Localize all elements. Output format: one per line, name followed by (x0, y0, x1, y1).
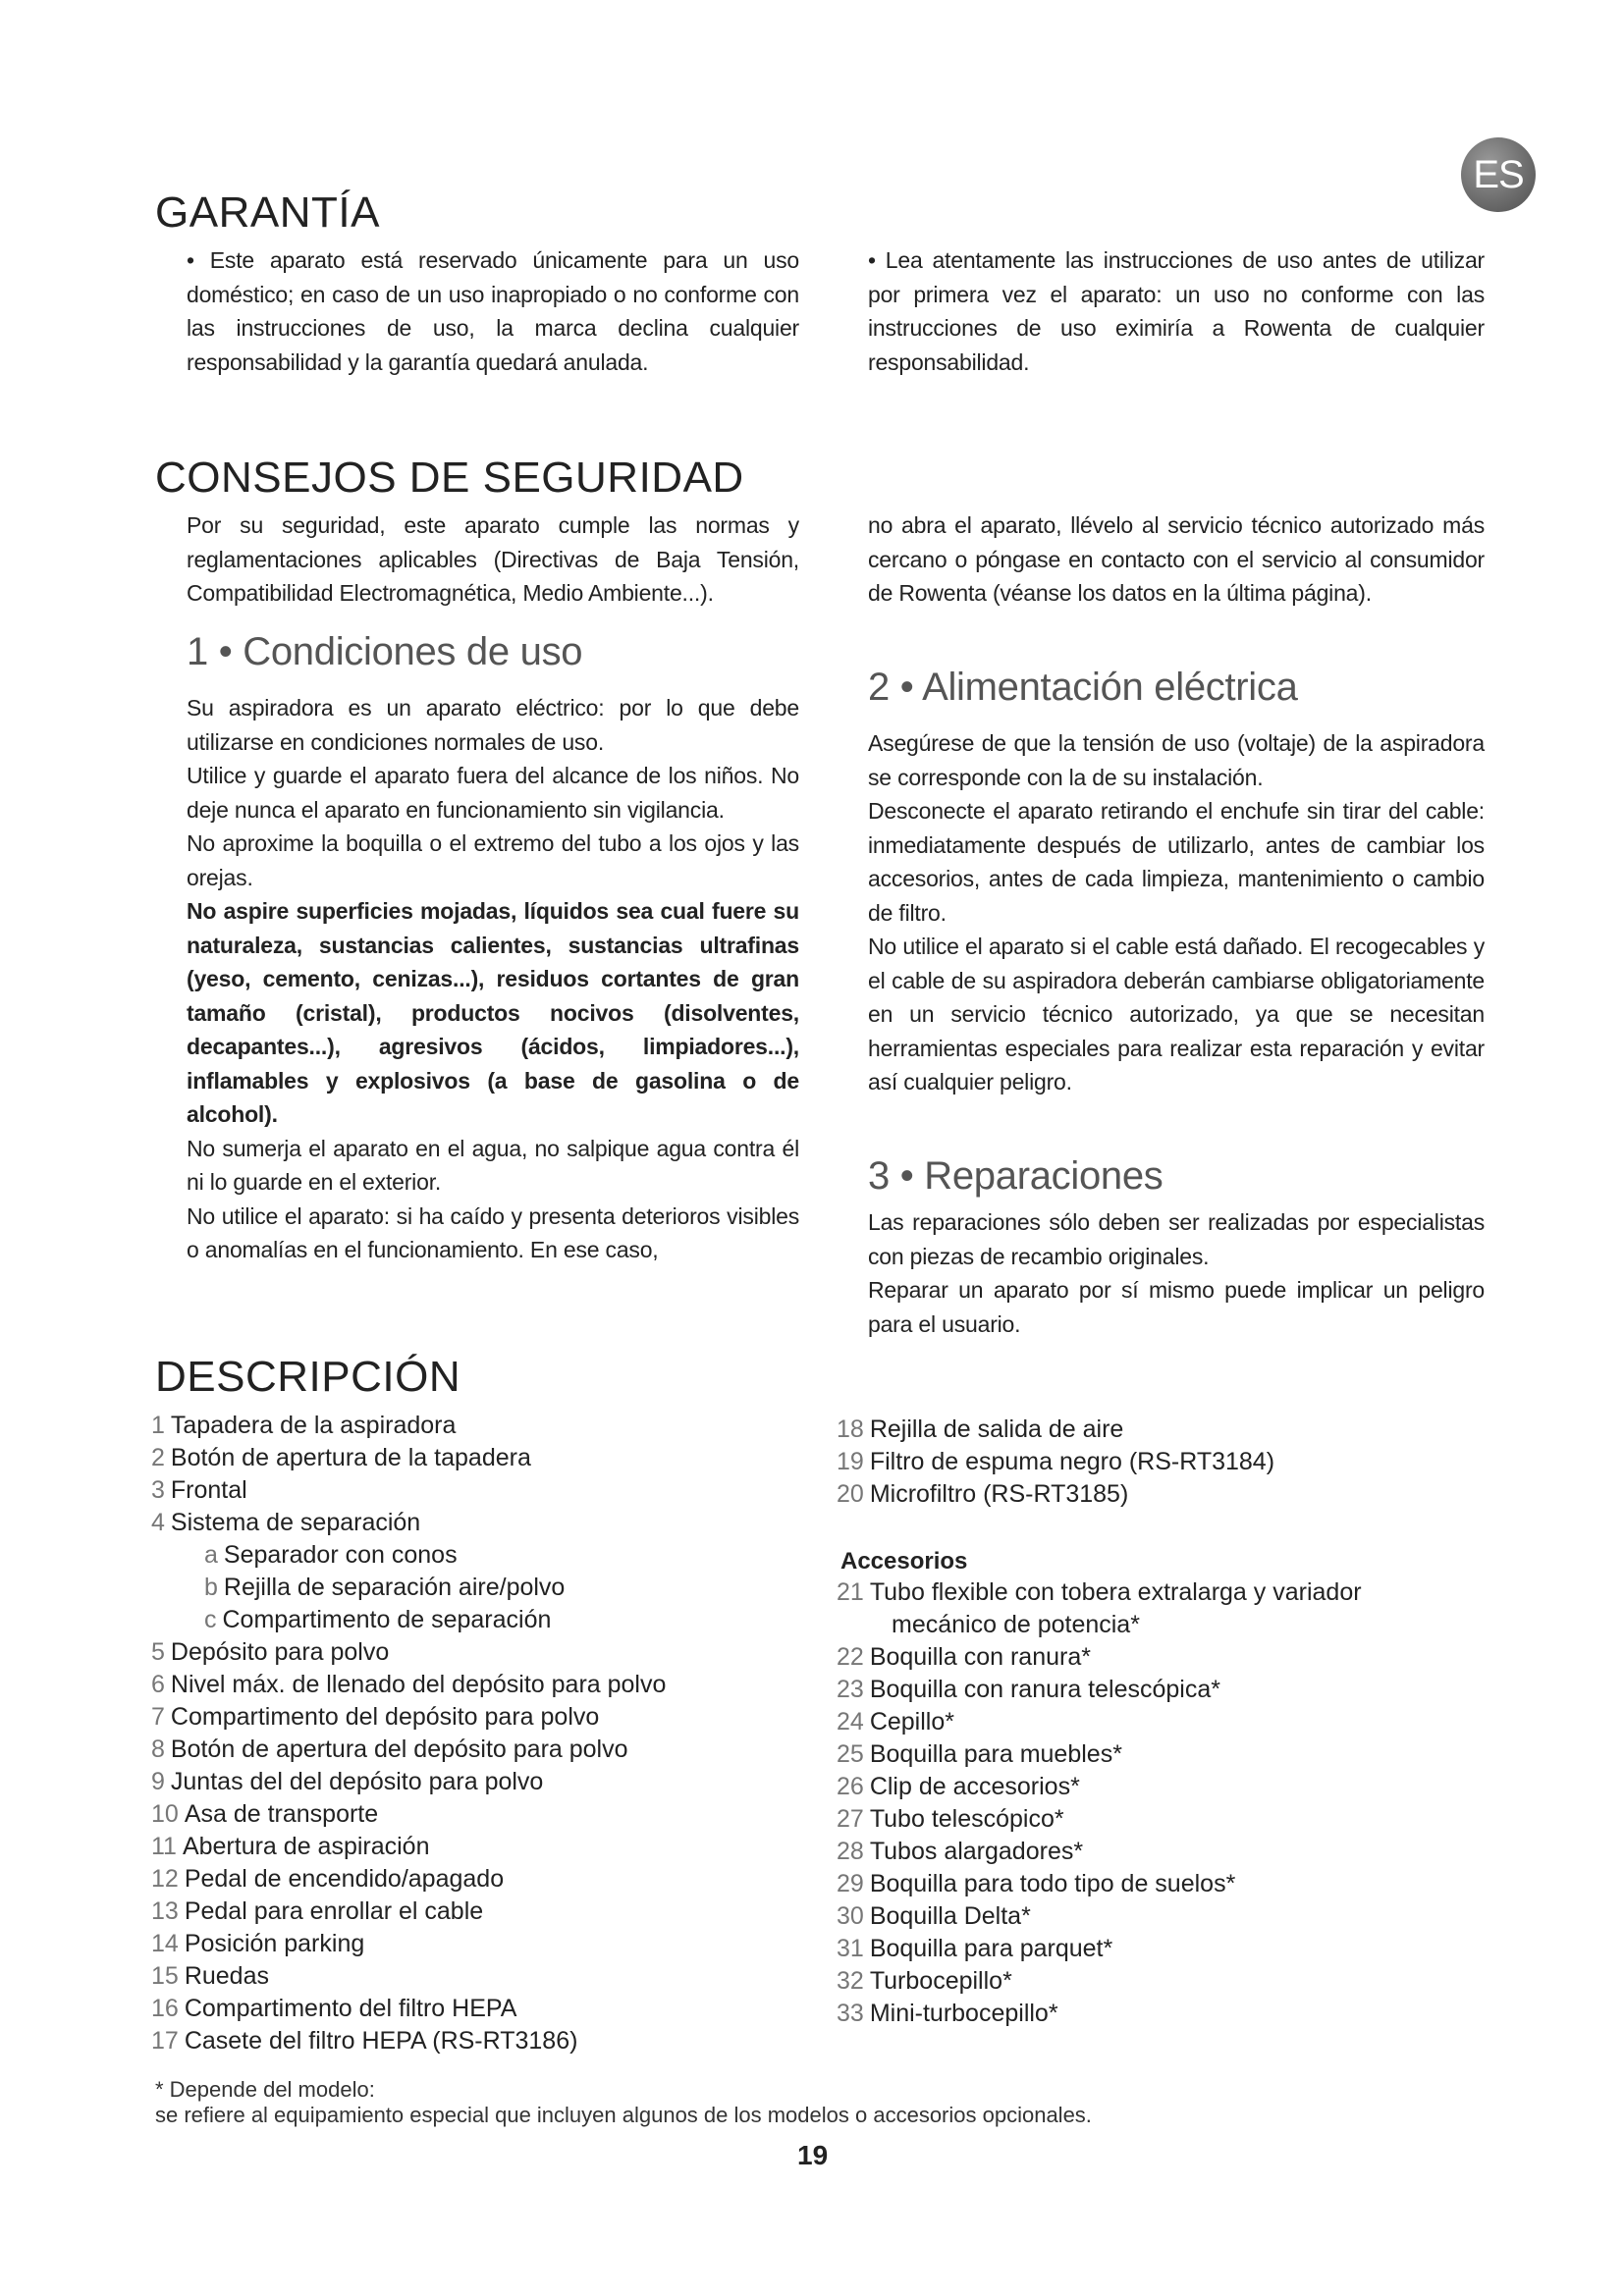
list-item (151, 1539, 666, 1572)
item-number: 28 (837, 1838, 864, 1865)
list-item (837, 1771, 1362, 1803)
section-1-p5: No sumerja el aparato en el agua, no salpique agua contra él ni lo guarde en el exterior. (187, 1135, 799, 1195)
list-item (151, 1572, 666, 1604)
garantia-title: GARANTÍA (155, 188, 380, 237)
item-text: Pedal para enrollar el cable (184, 1897, 484, 1925)
item-number: 19 (837, 1448, 864, 1475)
item-number: 4 (151, 1509, 165, 1536)
list-item (837, 1738, 1362, 1771)
list-item (151, 1410, 666, 1442)
item-text: Cepillo* (869, 1708, 954, 1735)
consejos-right-p1: no abra el aparato, llévelo al servicio técnico autorizado más cercano o póngase en contacto con el servicio al consumidor de Rowenta (véanse los datos en la última página). (868, 512, 1485, 606)
section-2-p3: No utilice el aparato si el cable está dañado. El recogecables y el cable de su aspiradora deberán cambiarse obligatoriamente en un servicio técnico autorizado, ya que se necesitan herramientas especiales para realizar esta reparación y evitar así cualquier peligro. (868, 934, 1485, 1095)
descripcion-left-list (151, 1410, 666, 2057)
item-text: Boquilla con ranura telescópica* (869, 1676, 1220, 1703)
section-1-warning: No aspire superficies mojadas, líquidos sea cual fuere su naturaleza, sustancias calientes, sustancias ultrafinas (yeso, cemento, cenizas...), residuos cortantes de gran tamaño (cristal), productos nocivos (disolventes, decapantes...), agresivos (ácidos, limpiadores...), inflamables y explosivos (a base de gasolina o de alcohol). (187, 898, 799, 1127)
section-3-p2: Reparar un aparato por sí mismo puede implicar un peligro para el usuario. (868, 1277, 1485, 1337)
section-2-title: 2 • Alimentación eléctrica (868, 666, 1298, 709)
list-item (151, 1636, 666, 1669)
section-1-p1: Su aspiradora es un aparato eléctrico: por lo que debe utilizarse en condiciones normales de uso. (187, 695, 799, 755)
item-text: Turbocepillo* (869, 1967, 1012, 1995)
item-text: Compartimento de separación (222, 1606, 552, 1633)
section-3-body (868, 1205, 1485, 1341)
footnote-line-2: se refiere al equipamiento especial que incluyen algunos de los modelos o accesorios opcionales. (155, 2103, 1092, 2127)
footnote (155, 2077, 1092, 2128)
item-number: 11 (151, 1833, 177, 1860)
section-1-p3: No aproxime la boquilla o el extremo del tubo a los ojos y las orejas. (187, 830, 799, 890)
item-number: a (204, 1541, 218, 1569)
item-number: 3 (151, 1476, 165, 1504)
descripcion-right-list (837, 1414, 1274, 1511)
item-number: 17 (151, 2027, 179, 2055)
list-item (837, 1836, 1362, 1868)
list-item (151, 1474, 666, 1507)
language-badge: ES (1461, 137, 1536, 212)
section-2-p1: Asegúrese de que la tensión de uso (voltaje) de la aspiradora se corresponde con la de su instalación. (868, 730, 1485, 790)
list-item-continuation: mecánico de potencia* (892, 1611, 1140, 1638)
footnote-line-1: * Depende del modelo: (155, 2077, 375, 2102)
item-number: b (204, 1574, 218, 1601)
list-item (837, 1868, 1362, 1900)
item-number: 33 (837, 2000, 864, 2027)
item-number: 1 (151, 1412, 165, 1439)
garantia-left-column (187, 243, 799, 379)
section-1-p6: No utilice el aparato: si ha caído y presenta deterioros visibles o anomalías en el funcionamiento. En ese caso, (187, 1202, 799, 1262)
item-text: Rejilla de salida de aire (869, 1415, 1124, 1443)
consejos-intro: Por su seguridad, este aparato cumple las normas y reglamentaciones aplicables (Directivas de Baja Tensión, Compatibilidad Electromagnética, Medio Ambiente...). (187, 512, 799, 606)
list-item (837, 1446, 1274, 1478)
item-text: Casete del filtro HEPA (RS-RT3186) (184, 2027, 578, 2055)
item-text: Tubos alargadores* (869, 1838, 1084, 1865)
item-text: Tubo flexible con tobera extralarga y variador (869, 1578, 1362, 1606)
section-2-p2: Desconecte el aparato retirando el enchufe sin tirar del cable: inmediatamente después de utilizarlo, antes de cambiar los accesorios, antes de cada limpieza, mantenimiento o cambio de filtro. (868, 798, 1485, 926)
item-number: 21 (837, 1578, 864, 1606)
item-number: 12 (151, 1865, 179, 1893)
garantia-left-text: • Este aparato está reservado únicamente para un uso doméstico; en caso de un uso inapropiado o no conforme con las instrucciones de uso, la marca declina cualquier responsabilidad y la garantía quedará anulada. (187, 247, 799, 375)
descripcion-title: DESCRIPCIÓN (155, 1353, 461, 1401)
item-number: 13 (151, 1897, 179, 1925)
consejos-intro-column (187, 508, 799, 611)
item-number: 24 (837, 1708, 864, 1735)
consejos-right-column (868, 508, 1485, 611)
item-number: 23 (837, 1676, 864, 1703)
item-text: Mini-turbocepillo* (869, 2000, 1058, 2027)
item-number: 27 (837, 1805, 864, 1833)
item-number: 32 (837, 1967, 864, 1995)
item-text: Tapadera de la aspiradora (170, 1412, 457, 1439)
item-number: 26 (837, 1773, 864, 1800)
garantia-right-text: • Lea atentamente las instrucciones de uso antes de utilizar por primera vez el aparato: un uso no conforme con las instrucciones de uso eximiría a Rowenta de cualquier responsabilidad. (868, 247, 1485, 375)
list-item (837, 1478, 1274, 1511)
item-text: Boquilla para parquet* (869, 1935, 1113, 1962)
list-item (151, 1993, 666, 2025)
list-item (151, 1798, 666, 1831)
item-text: Boquilla con ranura* (869, 1643, 1091, 1671)
item-text: Rejilla de separación aire/polvo (223, 1574, 566, 1601)
item-number: 2 (151, 1444, 165, 1471)
item-text: Filtro de espuma negro (RS-RT3184) (869, 1448, 1275, 1475)
list-item (151, 2025, 666, 2057)
item-number: 14 (151, 1930, 179, 1957)
garantia-right-column (868, 243, 1485, 379)
item-text: Posición parking (184, 1930, 365, 1957)
item-number: 16 (151, 1995, 179, 2022)
item-text: Abertura de aspiración (182, 1833, 430, 1860)
list-item (151, 1701, 666, 1734)
item-text: Juntas del del depósito para polvo (170, 1768, 544, 1795)
list-item (151, 1831, 666, 1863)
section-3-p1: Las reparaciones sólo deben ser realizadas por especialistas con piezas de recambio originales. (868, 1209, 1485, 1269)
section-1-p2: Utilice y guarde el aparato fuera del alcance de los niños. No deje nunca el aparato en funcionamiento sin vigilancia. (187, 763, 799, 823)
list-item (837, 1900, 1362, 1933)
section-1-title: 1 • Condiciones de uso (187, 630, 583, 673)
list-item (837, 1576, 1362, 1609)
item-text: Nivel máx. de llenado del depósito para polvo (170, 1671, 667, 1698)
item-text: Microfiltro (RS-RT3185) (869, 1480, 1129, 1508)
list-item (837, 1965, 1362, 1998)
list-item (837, 1674, 1362, 1706)
list-item (151, 1863, 666, 1896)
item-text: Boquilla para muebles* (869, 1740, 1122, 1768)
list-item (151, 1442, 666, 1474)
item-text: Asa de transporte (184, 1800, 379, 1828)
list-item (837, 1706, 1362, 1738)
item-text: Separador con conos (223, 1541, 458, 1569)
item-text: Compartimento del filtro HEPA (184, 1995, 517, 2022)
item-number: 5 (151, 1638, 165, 1666)
item-text: Boquilla Delta* (869, 1902, 1031, 1930)
list-item (837, 1998, 1362, 2030)
item-text: Botón de apertura del depósito para polvo (170, 1735, 628, 1763)
item-text: Botón de apertura de la tapadera (170, 1444, 531, 1471)
accesorios-list (837, 1576, 1362, 2030)
item-number: 20 (837, 1480, 864, 1508)
item-number: 8 (151, 1735, 165, 1763)
item-number: c (204, 1606, 217, 1633)
page-number: 19 (797, 2140, 829, 2170)
list-item (837, 1803, 1362, 1836)
section-3-title: 3 • Reparaciones (868, 1154, 1164, 1198)
item-number: 31 (837, 1935, 864, 1962)
item-number: 30 (837, 1902, 864, 1930)
item-number: 10 (151, 1800, 179, 1828)
item-text: Sistema de separación (170, 1509, 421, 1536)
list-item (837, 1641, 1362, 1674)
consejos-title: CONSEJOS DE SEGURIDAD (155, 454, 744, 502)
item-text: Boquilla para todo tipo de suelos* (869, 1870, 1236, 1897)
item-text: Pedal de encendido/apagado (184, 1865, 505, 1893)
item-text: Frontal (170, 1476, 247, 1504)
item-number: 6 (151, 1671, 165, 1698)
list-item (151, 1604, 666, 1636)
accesorios-title: Accesorios (840, 1548, 968, 1575)
item-number: 22 (837, 1643, 864, 1671)
item-number: 25 (837, 1740, 864, 1768)
list-item (151, 1896, 666, 1928)
item-number: 15 (151, 1962, 179, 1990)
item-text: Clip de accesorios* (869, 1773, 1080, 1800)
item-number: 7 (151, 1703, 165, 1731)
list-item (837, 1933, 1362, 1965)
item-text: Tubo telescópico* (869, 1805, 1064, 1833)
list-item (151, 1507, 666, 1539)
list-item (151, 1734, 666, 1766)
item-number: 29 (837, 1870, 864, 1897)
item-number: 9 (151, 1768, 165, 1795)
item-number: 18 (837, 1415, 864, 1443)
item-text: Compartimento del depósito para polvo (170, 1703, 600, 1731)
list-item (151, 1766, 666, 1798)
item-text: Depósito para polvo (170, 1638, 390, 1666)
list-item (151, 1669, 666, 1701)
section-2-body (868, 726, 1485, 1099)
section-1-body (187, 691, 799, 1267)
list-item (151, 1928, 666, 1960)
list-item (151, 1960, 666, 1993)
item-text: Ruedas (184, 1962, 269, 1990)
list-item (837, 1414, 1274, 1446)
